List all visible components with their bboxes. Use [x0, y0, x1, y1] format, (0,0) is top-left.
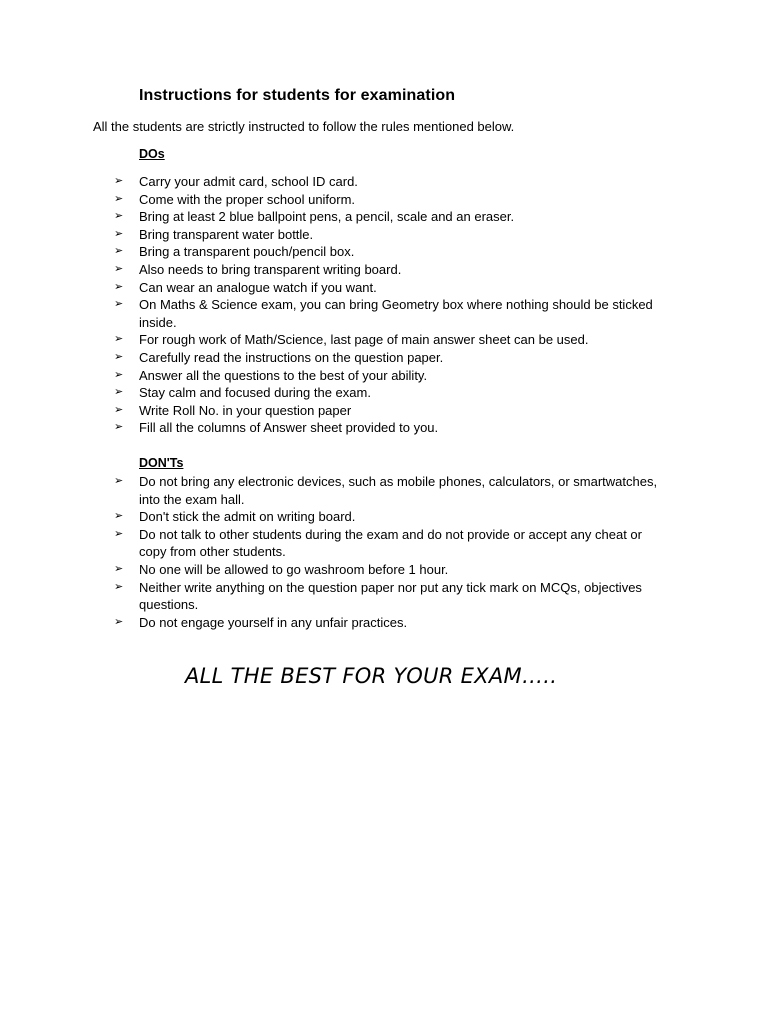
list-item-text: Bring a transparent pouch/pencil box.	[139, 244, 355, 260]
list-item	[0, 349, 659, 367]
list-item-text: Fill all the columns of Answer sheet provided to you.	[139, 420, 439, 436]
arrow-bullet-icon: ➢	[114, 386, 124, 399]
list-item	[0, 191, 659, 209]
closing-message: ALL THE BEST FOR YOUR EXAM…..	[185, 664, 558, 688]
arrow-bullet-icon: ➢	[114, 280, 124, 293]
list-item-text: Can wear an analogue watch if you want.	[139, 279, 377, 295]
list-item	[0, 243, 659, 261]
list-item-text: Don't stick the admit on writing board.	[139, 509, 356, 525]
list-item	[0, 208, 659, 226]
list-item	[0, 579, 659, 614]
list-item-text: Stay calm and focused during the exam.	[139, 385, 371, 401]
dos-list	[0, 173, 768, 437]
list-item-text: Do not bring any electronic devices, such as mobile phones, calculators, or smartwatches, into the exam hall.	[139, 474, 658, 507]
list-item-text: Carefully read the instructions on the question paper.	[139, 349, 444, 365]
intro-text: All the students are strictly instructed to follow the rules mentioned below.	[93, 119, 515, 134]
arrow-bullet-icon: ➢	[114, 192, 124, 205]
arrow-bullet-icon: ➢	[114, 475, 124, 487]
list-item	[0, 296, 659, 331]
list-item	[0, 526, 659, 561]
arrow-bullet-icon: ➢	[114, 368, 124, 381]
list-item-text: Come with the proper school uniform.	[139, 191, 356, 207]
list-item-text: Bring at least 2 blue ballpoint pens, a pencil, scale and an eraser.	[139, 209, 515, 225]
list-item-text: Also needs to bring transparent writing board.	[139, 261, 402, 277]
list-item	[0, 419, 659, 437]
list-item	[0, 508, 659, 526]
arrow-bullet-icon: ➢	[114, 527, 124, 540]
list-item-text: Do not talk to other students during the exam and do not provide or accept any cheat or copy from other students.	[139, 526, 642, 560]
list-item-text: Write Roll No. in your question paper	[139, 402, 352, 418]
arrow-bullet-icon: ➢	[114, 210, 124, 223]
list-item	[0, 473, 659, 508]
page-title: Instructions for students for examination	[139, 87, 456, 104]
list-item	[0, 173, 659, 191]
arrow-bullet-icon: ➢	[114, 262, 124, 275]
donts-heading: DON'Ts	[139, 456, 184, 470]
list-item	[0, 402, 659, 420]
list-item-text: For rough work of Math/Science, last page of main answer sheet can be used.	[139, 332, 589, 348]
arrow-bullet-icon: ➢	[114, 510, 124, 523]
arrow-bullet-icon: ➢	[114, 580, 124, 593]
arrow-bullet-icon: ➢	[114, 245, 124, 258]
arrow-bullet-icon: ➢	[114, 175, 124, 187]
donts-list	[0, 473, 768, 631]
list-item	[0, 384, 659, 402]
arrow-bullet-icon: ➢	[114, 350, 124, 363]
list-item	[0, 261, 659, 279]
list-item	[0, 279, 659, 297]
list-item	[0, 226, 659, 244]
arrow-bullet-icon: ➢	[114, 403, 124, 416]
list-item	[0, 561, 659, 579]
arrow-bullet-icon: ➢	[114, 227, 124, 240]
list-item-text: Neither write anything on the question paper nor put any tick mark on MCQs, objectives questions.	[139, 579, 642, 613]
arrow-bullet-icon: ➢	[114, 333, 124, 346]
arrow-bullet-icon: ➢	[114, 421, 124, 434]
arrow-bullet-icon: ➢	[114, 298, 124, 311]
list-item	[0, 614, 659, 632]
list-item-text: Bring transparent water bottle.	[139, 226, 314, 242]
list-item-text: Do not engage yourself in any unfair practices.	[139, 614, 408, 630]
arrow-bullet-icon: ➢	[114, 615, 124, 628]
list-item-text: No one will be allowed to go washroom before 1 hour.	[139, 561, 449, 577]
dos-heading: DOs	[139, 147, 165, 161]
list-item	[0, 331, 659, 349]
arrow-bullet-icon: ➢	[114, 562, 124, 575]
list-item	[0, 367, 659, 385]
list-item-text: On Maths & Science exam, you can bring Geometry box where nothing should be sticked inside.	[139, 297, 653, 330]
list-item-text: Answer all the questions to the best of your ability.	[139, 367, 428, 383]
list-item-text: Carry your admit card, school ID card.	[139, 174, 358, 189]
